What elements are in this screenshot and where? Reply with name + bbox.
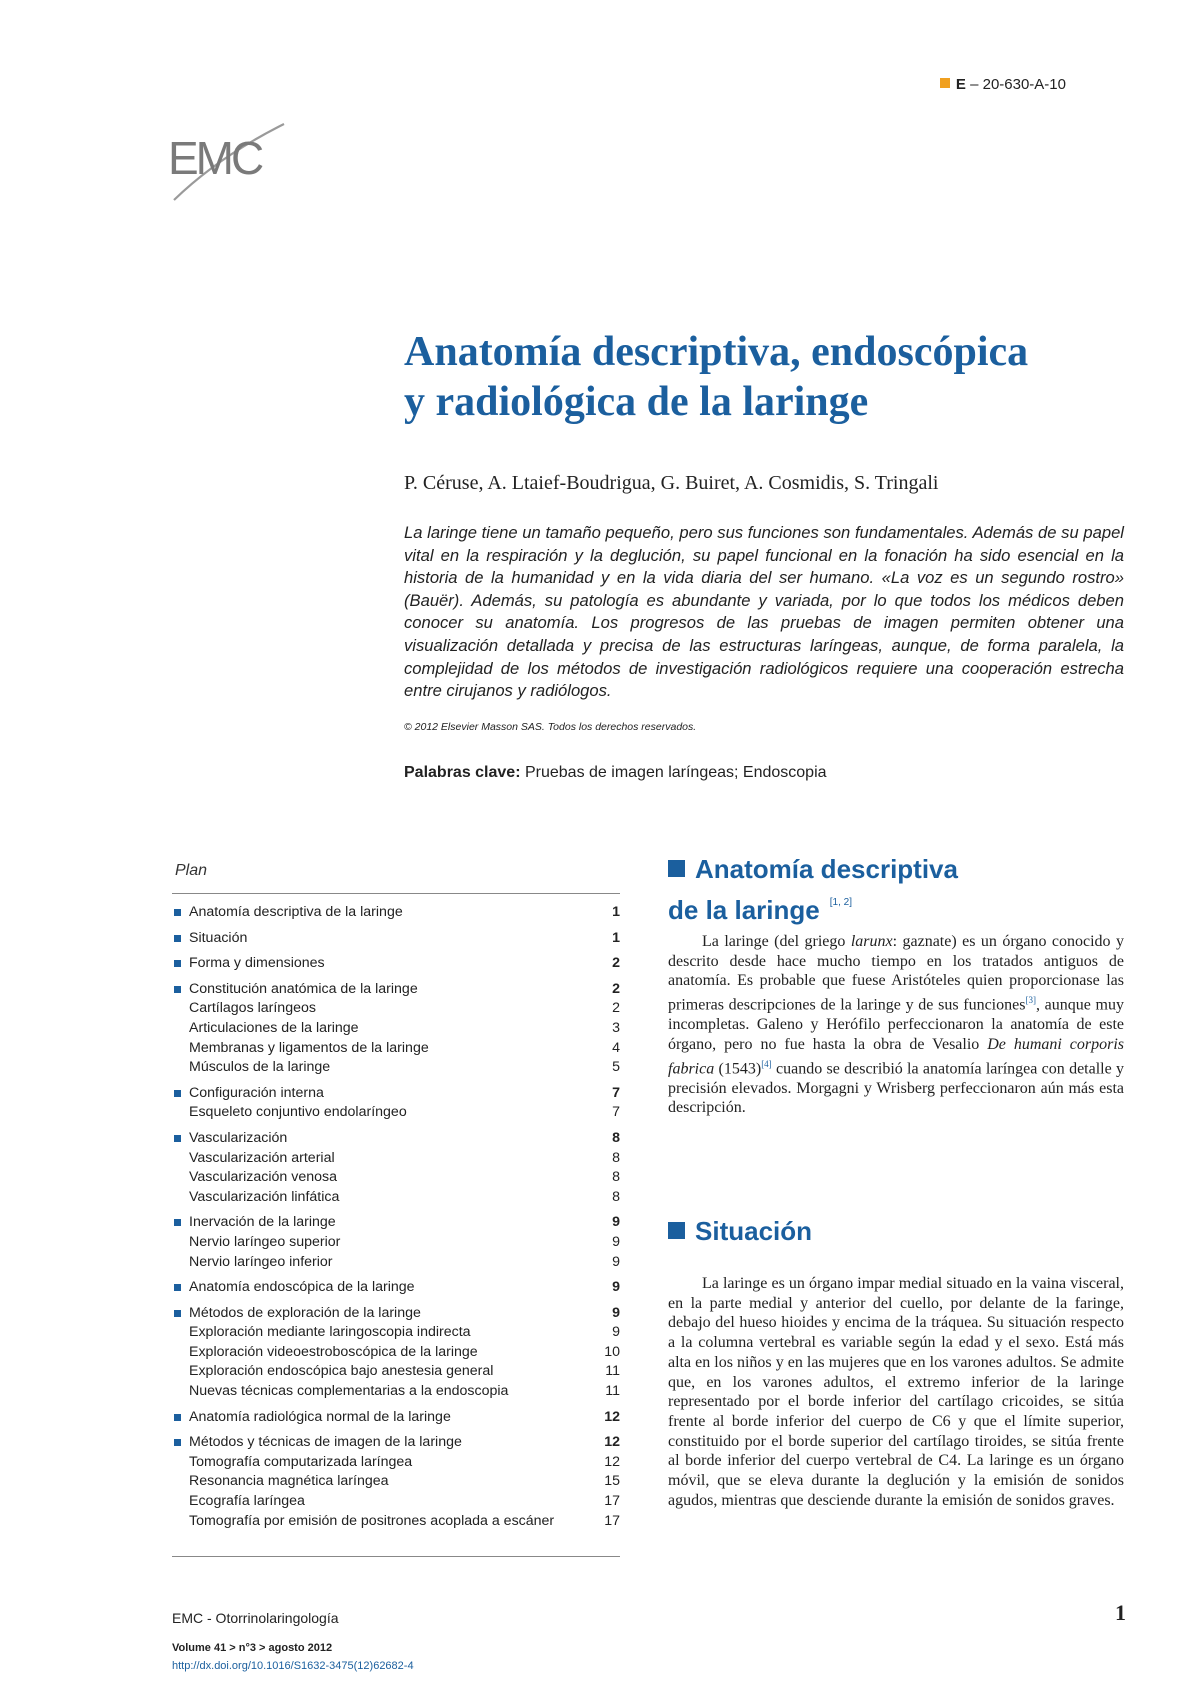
plan-subentry-page: 8 bbox=[612, 1149, 620, 1166]
plan-entry[interactable] bbox=[172, 954, 620, 974]
plan-group bbox=[172, 954, 620, 974]
plan-subentry[interactable] bbox=[172, 1188, 620, 1208]
plan-bottom-divider bbox=[172, 1556, 620, 1557]
text-run: La laringe (del griego bbox=[702, 933, 851, 950]
plan-subentry-title: Esqueleto conjuntivo endolaríngeo bbox=[189, 1104, 407, 1121]
plan-subentry-page: 2 bbox=[612, 1000, 620, 1017]
plan-subentry[interactable] bbox=[172, 1019, 620, 1039]
plan-subentry-title: Tomografía por emisión de positrones acoplada a escáner bbox=[189, 1512, 555, 1529]
plan-group bbox=[172, 1213, 620, 1272]
plan-subentry-page: 5 bbox=[612, 1059, 620, 1076]
plan-subentry[interactable] bbox=[172, 999, 620, 1019]
plan-subentry[interactable] bbox=[172, 1039, 620, 1059]
plan-subentry-title: Membranas y ligamentos de la laringe bbox=[189, 1039, 429, 1056]
plan-entry[interactable] bbox=[172, 1213, 620, 1233]
plan-entry-title: Situación bbox=[189, 929, 248, 946]
blue-bullet-icon bbox=[174, 1439, 181, 1446]
plan-subentry[interactable] bbox=[172, 1453, 620, 1473]
footer-volume: Volume 41 > n°3 > agosto 2012 bbox=[172, 1642, 333, 1654]
text-run: : gaznate) es un órgano conocido y descrito desde hace mucho tiempo en los tratados antiguos de anatomía. Es probable que fuese Aristóteles quien proporcionase las primeras descripciones de la laringe y de sus funciones bbox=[668, 933, 1125, 1014]
plan-subentry-title: Exploración mediante laringoscopia indirecta bbox=[189, 1324, 471, 1341]
plan-subentry[interactable] bbox=[172, 1233, 620, 1253]
plan-subentry-page: 8 bbox=[612, 1188, 620, 1205]
plan-subentry[interactable] bbox=[172, 1362, 620, 1382]
blue-bullet-icon bbox=[174, 935, 181, 942]
plan-subentry-page: 9 bbox=[612, 1324, 620, 1341]
section1-heading-line2: de la laringe bbox=[668, 895, 820, 925]
blue-bullet-icon bbox=[174, 1414, 181, 1421]
plan-subentry-title: Músculos de la laringe bbox=[189, 1059, 331, 1076]
abstract: La laringe tiene un tamaño pequeño, pero sus funciones son fundamentales. Además de su papel vital en la respiración y la deglución, su papel funcional en la fonación ha sido esencial en la historia de la humanidad y en la vida diaria del ser humano. «La voz es un segundo rostro» (Bauër). Además, su patología es abundante y variada, por lo que todos los médicos deben conocer su anatomía. Los progresos de las pruebas de imagen permiten obtener una visualización detallada y precisa de las estructuras laríngeas, aunque, de forma paralela, la complejidad de los métodos de investigación radiológicos requiere una cooperación estrecha entre cirujanos y radiólogos. bbox=[404, 523, 1124, 701]
plan-group bbox=[172, 980, 620, 1078]
plan-entry-title: Inervación de la laringe bbox=[189, 1214, 336, 1231]
plan-entry-page: 2 bbox=[612, 980, 620, 997]
plan-subentry-title: Vascularización venosa bbox=[189, 1169, 337, 1186]
section-heading-anatomia bbox=[668, 853, 1128, 927]
plan-group bbox=[172, 1129, 620, 1207]
plan-entry-title: Anatomía radiológica normal de la laringe bbox=[189, 1408, 451, 1425]
plan-subentry-title: Nuevas técnicas complementarias a la endoscopia bbox=[189, 1383, 509, 1400]
plan-subentry-page: 9 bbox=[612, 1233, 620, 1250]
section2-paragraph: La laringe es un órgano impar medial situado en la vaina visceral, en la parte medial y anterior del cuello, por delante de la faringe, debajo del hueso hioides y encima de la tráquea. Su situación respecto a la columna vertebral es variable según la edad y el sexo. Está más alta en los niños y en las mujeres que en los varones adultos. Se admite que, en los varones adultos, el extremo inferior de la laringe representado por el borde inferior del cartílago cricoides, se sitúa frente al borde inferior del cuerpo de C6 y que el límite superior, constituido por el borde superior del cartílago tiroides, se sitúa frente al borde inferior del cuerpo vertebral de C4. La laringe es un órgano móvil, que se eleva durante la deglución y la emisión de sonidos agudos, mientras que desciende durante la emisión de sonidos graves. bbox=[668, 1275, 1124, 1509]
plan-entry-page: 2 bbox=[612, 955, 620, 972]
plan-entry-page: 1 bbox=[612, 904, 620, 920]
footer-doi-link[interactable]: http://dx.doi.org/10.1016/S1632-3475(12)62682-4 bbox=[172, 1660, 414, 1672]
plan-group bbox=[172, 1408, 620, 1428]
plan-subentry-page: 4 bbox=[612, 1039, 620, 1056]
plan-entry-page: 9 bbox=[612, 1304, 620, 1321]
blue-bullet-icon bbox=[174, 909, 181, 916]
keywords-label: Palabras clave: bbox=[404, 764, 521, 781]
plan-group bbox=[172, 929, 620, 949]
plan-entry-page: 9 bbox=[612, 1214, 620, 1231]
plan-subentry[interactable] bbox=[172, 1492, 620, 1512]
title-line-2: y radiológica de la laringe bbox=[404, 379, 869, 425]
text-run: (1543) bbox=[714, 1059, 762, 1077]
article-reference bbox=[940, 76, 1066, 93]
plan-heading: Plan bbox=[175, 862, 208, 879]
plan-entry-page: 7 bbox=[612, 1084, 620, 1101]
plan-subentry[interactable] bbox=[172, 1512, 620, 1532]
text-run-italic: larunx bbox=[850, 933, 893, 950]
section-heading-situacion bbox=[668, 1215, 1128, 1248]
plan-entry-page: 12 bbox=[604, 1408, 620, 1425]
plan-subentry-title: Cartílagos laríngeos bbox=[189, 1000, 316, 1017]
plan-subentry[interactable] bbox=[172, 1253, 620, 1273]
plan-entry-title: Métodos y técnicas de imagen de la laringe bbox=[189, 1434, 462, 1451]
plan-entry-title: Configuración interna bbox=[189, 1084, 324, 1101]
blue-bullet-icon bbox=[174, 960, 181, 967]
blue-bullet-icon bbox=[174, 1284, 181, 1291]
section1-heading-refs[interactable]: [1, 2] bbox=[829, 897, 852, 908]
plan-subentry-page: 11 bbox=[605, 1363, 620, 1380]
plan-subentry-page: 3 bbox=[612, 1019, 620, 1036]
blue-bullet-icon bbox=[174, 1135, 181, 1142]
plan-subentry[interactable] bbox=[172, 1149, 620, 1169]
plan-subentry-title: Ecografía laríngea bbox=[189, 1493, 305, 1510]
plan-list bbox=[172, 903, 620, 1537]
plan-group bbox=[172, 1304, 620, 1402]
ref-code: – 20-630-A-10 bbox=[970, 76, 1066, 93]
plan-subentry[interactable] bbox=[172, 1343, 620, 1363]
title-line-1: Anatomía descriptiva, endoscópica bbox=[404, 329, 1029, 375]
plan-subentry-title: Vascularización arterial bbox=[189, 1149, 335, 1166]
plan-subentry[interactable] bbox=[172, 1168, 620, 1188]
plan-subentry-title: Nervio laríngeo superior bbox=[189, 1233, 341, 1250]
plan-entry-page: 8 bbox=[612, 1129, 620, 1146]
copyright: © 2012 Elsevier Masson SAS. Todos los derechos reservados. bbox=[404, 721, 697, 733]
plan-entry-page: 9 bbox=[612, 1279, 620, 1296]
blue-bullet-icon bbox=[174, 1090, 181, 1097]
text-run-italic: De humani corporis fabrica bbox=[668, 1035, 1124, 1077]
plan-entry-title: Constitución anatómica de la laringe bbox=[189, 980, 418, 997]
logo-text: EMC bbox=[168, 132, 262, 184]
keywords bbox=[404, 764, 827, 782]
plan-entry-title: Anatomía endoscópica de la laringe bbox=[189, 1279, 415, 1296]
text-run: cuando se describió la anatomía laríngea con detalle y precisión elevados. Morgagni y Wrisberg perfeccionaron aún más esta descripción. bbox=[668, 1059, 1125, 1117]
plan-subentry-title: Tomografía computarizada laríngea bbox=[189, 1453, 413, 1470]
reference-link[interactable]: [3] bbox=[1025, 995, 1036, 1006]
plan-entry[interactable] bbox=[172, 1278, 620, 1298]
plan-subentry-page: 12 bbox=[604, 1453, 620, 1470]
plan-subentry-page: 15 bbox=[604, 1473, 620, 1490]
plan-entry-title: Vascularización bbox=[189, 1129, 288, 1146]
footer-journal: EMC - Otorrinolaringología bbox=[172, 1610, 339, 1626]
blue-bullet-icon bbox=[174, 1310, 181, 1317]
plan-subentry-page: 8 bbox=[612, 1169, 620, 1186]
page-number: 1 bbox=[1115, 1600, 1126, 1625]
plan-entry[interactable] bbox=[172, 1304, 620, 1324]
plan-entry[interactable] bbox=[172, 903, 620, 923]
plan-subentry[interactable] bbox=[172, 1103, 620, 1123]
blue-square-icon bbox=[668, 1222, 685, 1239]
plan-subentry-page: 7 bbox=[612, 1104, 620, 1121]
plan-subentry-title: Articulaciones de la laringe bbox=[189, 1019, 359, 1036]
plan-subentry-page: 9 bbox=[612, 1253, 620, 1270]
plan-subentry[interactable] bbox=[172, 1382, 620, 1402]
plan-subentry-page: 11 bbox=[605, 1383, 620, 1400]
plan-entry[interactable] bbox=[172, 1408, 620, 1428]
plan-entry-page: 12 bbox=[604, 1434, 620, 1451]
section1-paragraph bbox=[668, 932, 1124, 1118]
blue-square-icon bbox=[668, 860, 685, 877]
plan-entry[interactable] bbox=[172, 929, 620, 949]
plan-subentry-title: Exploración endoscópica bajo anestesia general bbox=[189, 1363, 494, 1380]
plan-entry[interactable] bbox=[172, 1129, 620, 1149]
plan-subentry[interactable] bbox=[172, 1058, 620, 1078]
plan-subentry-title: Nervio laríngeo inferior bbox=[189, 1253, 333, 1270]
plan-group bbox=[172, 903, 620, 923]
plan-entry-title: Anatomía descriptiva de la laringe bbox=[189, 904, 403, 920]
blue-bullet-icon bbox=[174, 1219, 181, 1226]
plan-subentry[interactable] bbox=[172, 1472, 620, 1492]
plan-entry-title: Forma y dimensiones bbox=[189, 955, 325, 972]
text-run: , aunque muy incompletas. Galeno y Herófilo perfeccionaron la anatomía de este órgano, pero no fue hasta la obra de Vesalio bbox=[668, 996, 1124, 1053]
plan-entry-title: Métodos de exploración de la laringe bbox=[189, 1304, 421, 1321]
plan-subentry-page: 17 bbox=[604, 1493, 620, 1510]
authors: P. Céruse, A. Ltaief-Boudrigua, G. Buiret, A. Cosmidis, S. Tringali bbox=[404, 472, 939, 494]
plan-subentry-title: Vascularización linfática bbox=[189, 1188, 340, 1205]
article-title bbox=[404, 327, 1124, 427]
blue-bullet-icon bbox=[174, 986, 181, 993]
plan-entry[interactable] bbox=[172, 1084, 620, 1104]
plan-entry-page: 1 bbox=[612, 929, 620, 946]
plan-entry[interactable] bbox=[172, 980, 620, 1000]
plan-group bbox=[172, 1084, 620, 1123]
plan-subentry[interactable] bbox=[172, 1323, 620, 1343]
section1-heading-line1: Anatomía descriptiva bbox=[695, 854, 958, 884]
reference-link[interactable]: [4] bbox=[761, 1058, 772, 1069]
emc-logo bbox=[168, 112, 288, 207]
ref-prefix: E bbox=[955, 76, 966, 93]
section2-heading: Situación bbox=[695, 1216, 813, 1246]
orange-square-icon bbox=[940, 78, 950, 88]
plan-subentry-title: Resonancia magnética laríngea bbox=[189, 1473, 389, 1490]
plan-group bbox=[172, 1278, 620, 1298]
plan-group bbox=[172, 1433, 620, 1531]
keywords-value: Pruebas de imagen laríngeas; Endoscopia bbox=[524, 764, 827, 781]
plan-subentry-page: 10 bbox=[604, 1343, 620, 1360]
plan-divider bbox=[172, 893, 620, 894]
plan-subentry-page: 17 bbox=[604, 1512, 620, 1529]
plan-entry[interactable] bbox=[172, 1433, 620, 1453]
plan-subentry-title: Exploración videoestroboscópica de la laringe bbox=[189, 1343, 478, 1360]
